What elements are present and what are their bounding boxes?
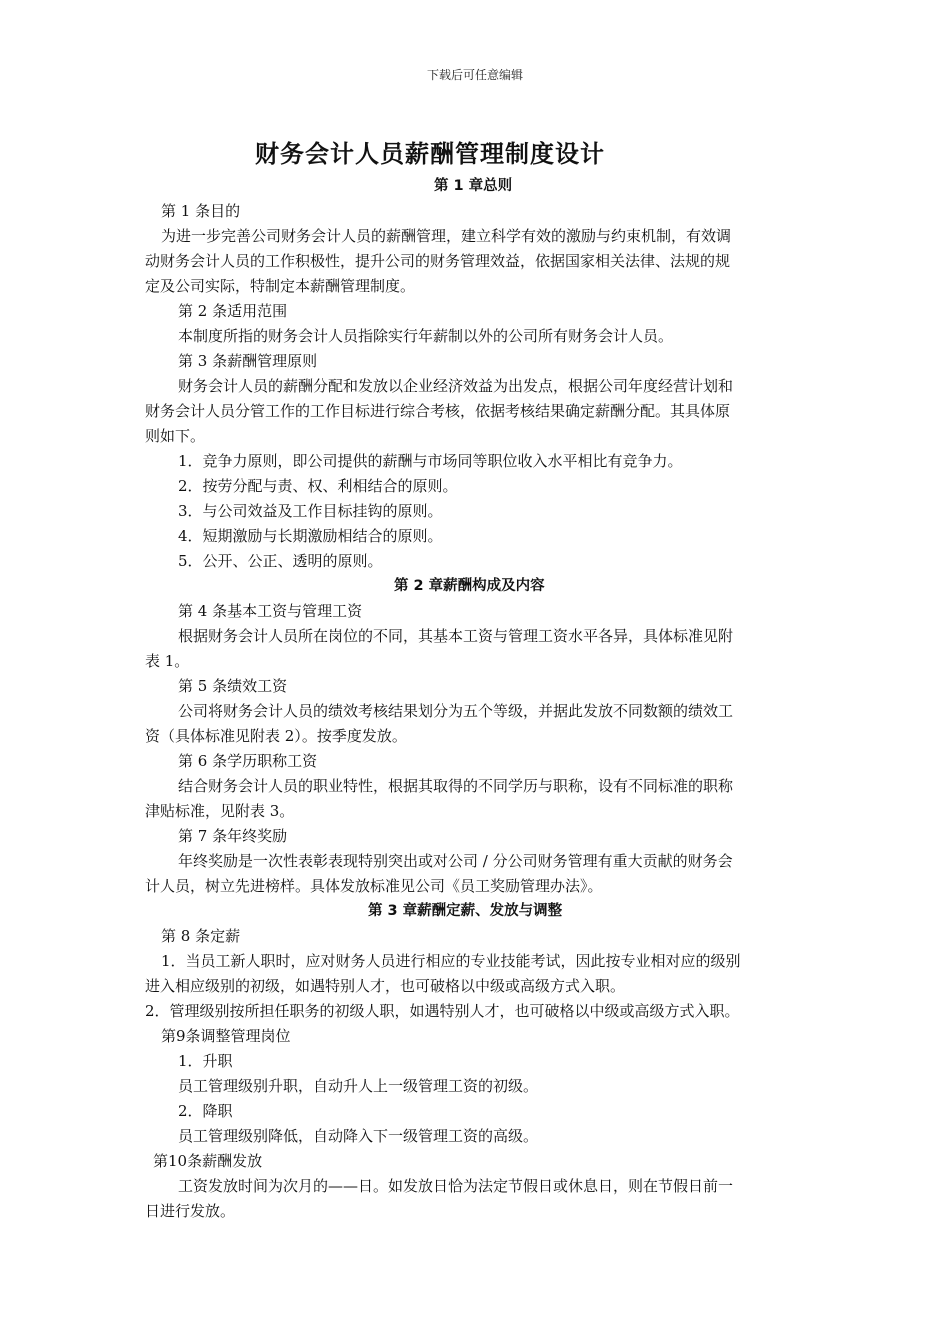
text-line: 进入相应级别的初级，如遇特别人才，也可破格以中级或高级方式入职。 [145, 977, 626, 995]
text-line: 3．与公司效益及工作目标挂钩的原则。 [178, 502, 443, 520]
text-line: 5．公开、公正、透明的原则。 [178, 552, 383, 570]
text-line: 2．降职 [178, 1102, 233, 1120]
text-line: 员工管理级别降低，自动降入下一级管理工资的高级。 [178, 1127, 539, 1145]
text-line: 本制度所指的财务会计人员指除实行年薪制以外的公司所有财务会计人员。 [178, 327, 674, 345]
text-line: 定及公司实际，特制定本薪酬管理制度。 [145, 277, 416, 295]
text-line: 财务会计人员的薪酬分配和发放以企业经济效益为出发点，根据公司年度经营计划和 [178, 377, 734, 395]
text-line: 员工管理级别升职，自动升人上一级管理工资的初级。 [178, 1077, 539, 1095]
chapter-heading: 第 2 章薪酬构成及内容 [394, 578, 545, 594]
text-line: 第9条调整管理岗位 [161, 1027, 291, 1045]
text-line: 4．短期激励与长期激励相结合的原则。 [178, 527, 443, 545]
text-line: 第10条薪酬发放 [153, 1152, 263, 1170]
text-line: 第 1 条目的 [161, 202, 241, 220]
text-line: 1．升职 [178, 1052, 233, 1070]
text-line: 表 1。 [145, 652, 190, 670]
text-line: 根据财务会计人员所在岗位的不同，其基本工资与管理工资水平各异，具体标准见附 [178, 627, 734, 645]
text-line: 则如下。 [145, 427, 206, 445]
text-line: 动财务会计人员的工作积极性，提升公司的财务管理效益，依据国家相关法律、法规的规 [145, 252, 731, 270]
text-line: 第 8 条定薪 [161, 927, 241, 945]
text-line: 工资发放时间为次月的——日。如发放日恰为法定节假日或休息日，则在节假日前一 [178, 1177, 734, 1195]
text-line: 为进一步完善公司财务会计人员的薪酬管理，建立科学有效的激励与约束机制，有效调 [161, 227, 732, 245]
text-line: 1．当员工新人职时，应对财务人员进行相应的专业技能考试，因此按专业相对应的级别 [161, 952, 741, 970]
document-title: 财务会计人员薪酬管理制度设计 [255, 140, 605, 168]
text-line: 第 7 条年终奖励 [178, 827, 288, 845]
text-line: 津贴标准，见附表 3。 [145, 802, 295, 820]
chapter-heading: 第 1 章总则 [434, 178, 513, 194]
text-line: 年终奖励是一次性表彰表现特别突出或对公司 / 分公司财务管理有重大贡献的财务会 [178, 852, 733, 870]
text-line: 第 4 条基本工资与管理工资 [178, 602, 363, 620]
text-line: 财务会计人员分管工作的工作目标进行综合考核，依据考核结果确定薪酬分配。其具体原 [145, 402, 731, 420]
text-line: 第 6 条学历职称工资 [178, 752, 318, 770]
text-line: 第 2 条适用范围 [178, 302, 288, 320]
text-line: 资（具体标准见附表 2）。按季度发放。 [145, 727, 407, 745]
text-line: 计人员，树立先进榜样。具体发放标准见公司《员工奖励管理办法》。 [145, 877, 603, 895]
text-line: 公司将财务会计人员的绩效考核结果划分为五个等级，并据此发放不同数额的绩效工 [178, 702, 734, 720]
text-line: 第 5 条绩效工资 [178, 677, 288, 695]
text-line: 2．管理级别按所担任职务的初级人职，如遇特别人才，也可破格以中级或高级方式入职。 [145, 1002, 740, 1020]
chapter-heading: 第 3 章薪酬定薪、发放与调整 [368, 903, 563, 919]
text-line: 1．竞争力原则，即公司提供的薪酬与市场同等职位收入水平相比有竞争力。 [178, 452, 683, 470]
text-line: 日进行发放。 [145, 1202, 236, 1220]
text-line: 结合财务会计人员的职业特性，根据其取得的不同学历与职称，设有不同标准的职称 [178, 777, 734, 795]
header-note: 下载后可任意编辑 [426, 68, 523, 82]
text-line: 2．按劳分配与责、权、利相结合的原则。 [178, 477, 458, 495]
text-line: 第 3 条薪酬管理原则 [178, 352, 318, 370]
